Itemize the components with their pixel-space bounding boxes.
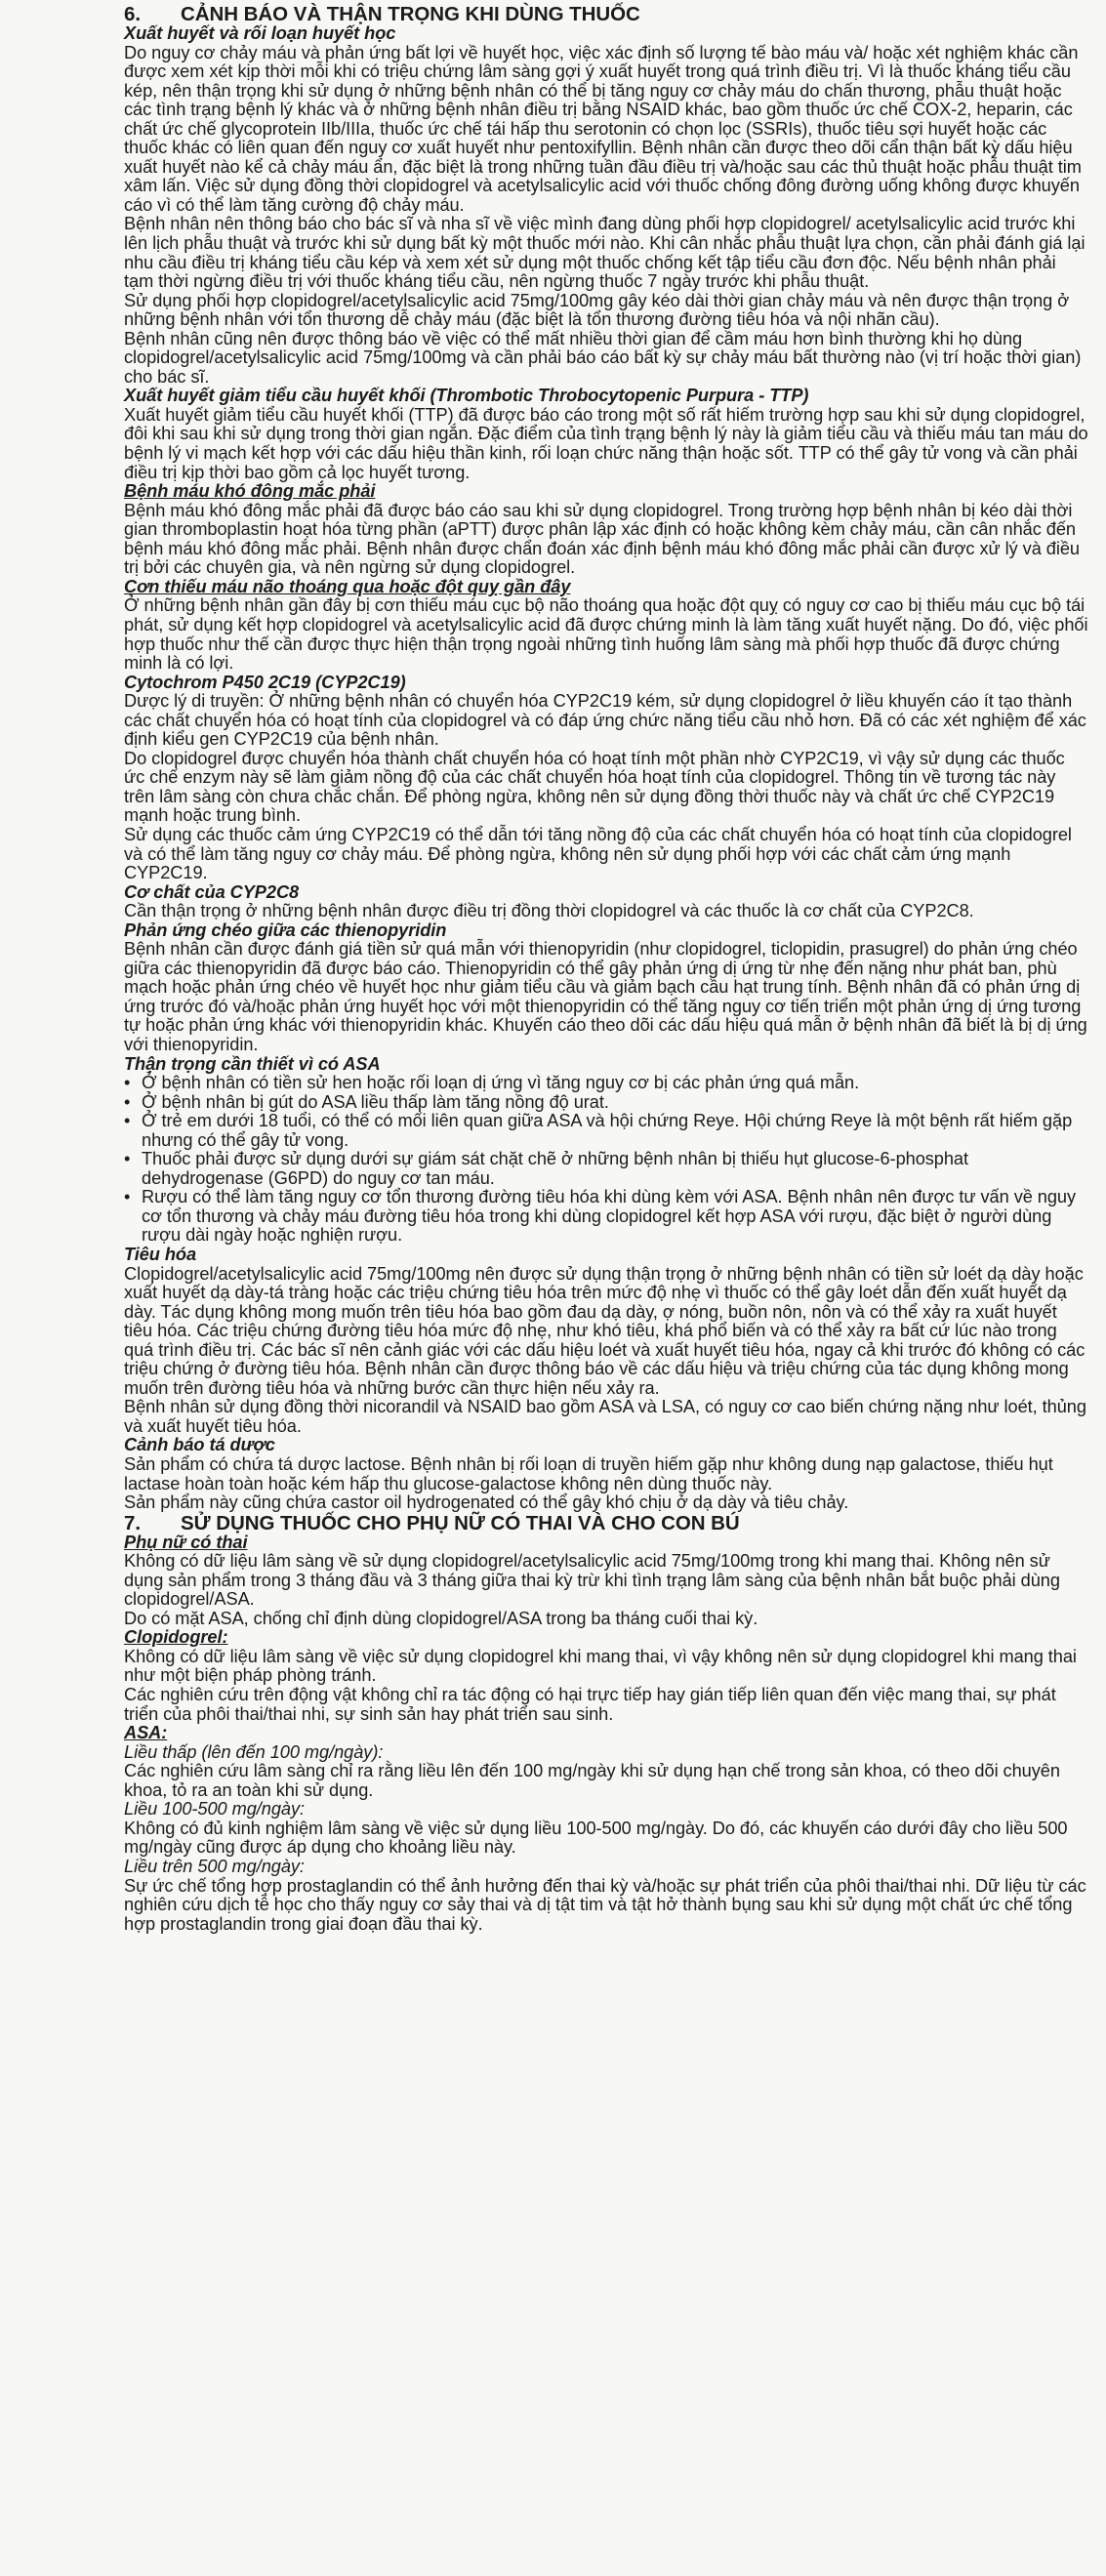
dose-heading-low: Liều thấp (lên đến 100 mg/ngày): (124, 1741, 384, 1762)
list-item: • Rượu có thể làm tăng nguy cơ tổn thương đường tiêu hóa khi dùng kèm với ASA. Bệnh nhân nên được tư vấn về nguy cơ tổn thương và chảy máu đường tiêu hóa trong khi dùng clopidogrel kết hợp ASA với rượu, đặc biệt ở người dùng rượu dài ngày hoặc nghiện rượu. (142, 1188, 1088, 1246)
subheading-cyp2c8: Cơ chất của CYP2C8 (124, 881, 300, 902)
paragraph: Không có dữ liệu lâm sàng về sử dụng clopidogrel/acetylsalicylic acid 75mg/100mg trong khi mang thai. Không nên sử dụng sản phẩm trong 3 tháng đầu và 3 tháng giữa thai kỳ trừ khi tình trạng lâm sàng của bệnh nhân bắt buộc phải dùng clopidogrel/ASA. (124, 1551, 1060, 1610)
paragraph: Dược lý di truyền: Ở những bệnh nhân có chuyển hóa CYP2C19 kém, sử dụng clopidogrel ở liều khuyến cáo ít tạo thành các chất chuyển hóa có hoạt tính của clopidogrel và có đáp ứng chức năng tiểu cầu nhỏ hơn. Đã có các xét nghiệm để xác định kiểu gen CYP2C19 của bệnh nhân. (124, 691, 1086, 750)
section-number: 6. (124, 3, 141, 25)
list-item: • Ở trẻ em dưới 18 tuổi, có thể có mối liên quan giữa ASA và hội chứng Reye. Hội chứng Reye là một bệnh rất hiếm gặp nhưng có thể gây tử vong. (142, 1112, 1088, 1150)
subheading-bleeding: Xuất huyết và rối loạn huyết học (124, 23, 396, 43)
paragraph: Bệnh nhân cũng nên được thông báo về việc có thể mất nhiều thời gian để cầm máu hơn bình thường khi họ dùng clopidogrel/acetylsalicylic acid 75mg/100mg và cần phải báo cáo bất kỳ sự chảy máu bất thường nào (vị trí hoặc thời gian) cho bác sĩ. (124, 328, 1082, 387)
paragraph: Ở những bệnh nhân gần đây bị cơn thiếu máu cục bộ não thoáng qua hoặc đột quỵ có nguy cơ cao bị thiếu máu cục bộ tái phát, sử dụng kết hợp clopidogrel và acetylsalicylic acid đã được chứng minh là làm tăng xuất huyết nặng. Do đó, việc phối hợp thuốc như thế cần được thực hiện thận trọng ngoài những tình huống lâm sàng mà phối hợp thuốc đã được chứng minh là có lợi. (124, 595, 1088, 674)
subheading-asa-precautions: Thận trọng cần thiết vì có ASA (124, 1053, 381, 1074)
paragraph: Sản phẩm này cũng chứa castor oil hydrogenated có thể gây khó chịu ở dạ dày và tiêu chảy. (124, 1492, 849, 1513)
paragraph: Bệnh nhân sử dụng đồng thời nicorandil và NSAID bao gồm ASA và LSA, có nguy cơ cao biến chứng nặng như loét, thủng và xuất huyết tiêu hóa. (124, 1397, 1086, 1436)
paragraph: Xuất huyết giảm tiểu cầu huyết khối (TTP) đã được báo cáo trong một số rất hiếm trường hợp sau khi sử dụng clopidogrel, đôi khi sau khi sử dụng trong thời gian ngắn. Đặc điểm của tình trạng bệnh lý này là giảm tiểu cầu và thiếu máu tan máu do bệnh lý vi mạch kết hợp với các dấu hiệu thần kinh, rối loạn chức năng thận hoặc sốt. TTP có thể gây tử vong và cần phải điều trị kịp thời bao gồm cả lọc huyết tương. (124, 404, 1088, 482)
list-item: • Ở bệnh nhân bị gút do ASA liều thấp làm tăng nồng độ urat. (142, 1093, 1088, 1113)
section-number: 7. (124, 1511, 141, 1534)
paragraph: Bệnh nhân nên thông báo cho bác sĩ và nha sĩ về việc mình đang dùng phối hợp clopidogrel/ acetylsalicylic acid trước khi lên lịch phẫu thuật và trước khi sử dụng bất kỳ một thuốc mới nào. Khi cân nhắc phẫu thuật lựa chọn, cần phải đánh giá lại nhu cầu điều trị kháng tiểu cầu kép và xem xét sử dụng một thuốc chống kết tập tiểu cầu đơn độc. Nếu bệnh nhân phải tạm thời ngừng điều trị với thuốc kháng tiểu cầu, nên ngừng thuốc 7 ngày trước khi phẫu thuật. (124, 214, 1086, 292)
paragraph: Cần thận trọng ở những bệnh nhân được điều trị đồng thời clopidogrel và các thuốc là cơ chất của CYP2C8. (124, 901, 974, 921)
paragraph: Sử dụng phối hợp clopidogrel/acetylsalicylic acid 75mg/100mg gây kéo dài thời gian chảy máu và nên được thận trọng ở những bệnh nhân với tổn thương dễ chảy máu (đặc biệt là tổn thương đường tiêu hóa và nội nhãn cầu). (124, 290, 1070, 330)
list-item: • Ở bệnh nhân có tiền sử hen hoặc rối loạn dị ứng vì tăng nguy cơ bị các phản ứng quá mẫn. (142, 1074, 1088, 1093)
paragraph: Sử dụng các thuốc cảm ứng CYP2C19 có thể dẫn tới tăng nồng độ của các chất chuyển hóa có hoạt tính của clopidogrel và có thể làm tăng nguy cơ chảy máu. Để phòng ngừa, không nên sử dụng phối hợp với các chất cảm ứng mạnh CYP2C19. (124, 824, 1072, 883)
paragraph: Bệnh nhân cần được đánh giá tiền sử quá mẫn với thienopyridin (như clopidogrel, ticlopidin, prasugrel) do phản ứng chéo giữa các thienopyridin đã được báo cáo. Thienopyridin có thể gây phản ứng dị ứng từ nhẹ đến nặng như phát ban, phù mạch hoặc phản ứng chéo về huyết học như giảm tiểu cầu và giảm bạch cầu hạt trung tính. Bệnh nhân đã có phản ứng dị ứng trước đó và/hoặc phản ứng huyết học với một thienopyridin có thể tăng nguy cơ tiến triển một phản ứng dị ứng tương tự hoặc phản ứng khác với thienopyridin khác. Khuyến cáo theo dõi các dấu hiệu quá mẫn ở bệnh nhân đã biết là bị dị ứng với thienopyridin. (124, 939, 1087, 1054)
paragraph: Clopidogrel/acetylsalicylic acid 75mg/100mg nên được sử dụng thận trọng ở những bệnh nhân có tiền sử loét dạ dày hoặc xuất huyết dạ dày-tá tràng hoặc các triệu chứng tiêu hóa trên mức độ nhẹ vì thuốc có thể gây loét dẫn đến xuất huyết dạ dày. Tác dụng không mong muốn trên tiêu hóa bao gồm đau dạ dày, ợ nóng, buồn nôn, nôn và có thể xảy ra xuất huyết tiêu hóa. Các triệu chứng đường tiêu hóa mức độ nhẹ, như khó tiêu, khá phổ biến và có thể xảy ra bất cứ lúc nào trong quá trình điều trị. Các bác sĩ nên cảnh giác với các dấu hiệu loét và xuất huyết tiêu hóa, ngay cả khi trước đó không có các triệu chứng ở đường tiêu hóa. Bệnh nhân cần được thông báo về các dấu hiệu và triệu chứng của tác dụng không mong muốn trên đường tiêu hóa và những bước cần thực hiện nếu xảy ra. (124, 1263, 1086, 1398)
paragraph: Không có đủ kinh nghiệm lâm sàng về việc sử dụng liều 100-500 mg/ngày. Do đó, các khuyến cáo dưới đây cho liều 500 mg/ngày cũng được áp dụng cho khoảng liều này. (124, 1818, 1068, 1858)
section-title: CẢNH BÁO VÀ THẬN TRỌNG KHI DÙNG THUỐC (181, 3, 640, 25)
section-7-heading (124, 1513, 1088, 1533)
paragraph: Do clopidogrel được chuyển hóa thành chất chuyển hóa có hoạt tính một phần nhờ CYP2C19, vì vậy sử dụng các thuốc ức chế enzym này sẽ làm giảm nồng độ của các chất chuyển hóa hoạt tính của clopidogrel. Thông tin về tương tác này trên lâm sàng còn chưa chắc chắn. Để phòng ngừa, không nên sử dụng đồng thời thuốc này và chất ức chế CYP2C19 mạnh hoặc trung bình. (124, 748, 1065, 826)
dose-heading-high: Liều trên 500 mg/ngày: (124, 1856, 305, 1876)
subheading-hemophilia: Bệnh máu khó đông mắc phải (124, 481, 376, 502)
subheading-clopidogrel: Clopidogrel: (124, 1627, 228, 1648)
asa-precaution-list (124, 1074, 1088, 1246)
paragraph: Sản phẩm có chứa tá dược lactose. Bệnh nhân bị rối loạn di truyền hiếm gặp như không dung nạp galactose, thiếu hụt lactase hoàn toàn hoặc kém hấp thu glucose-galactose không nên dùng thuốc này. (124, 1454, 1053, 1493)
list-item: • Thuốc phải được sử dụng dưới sự giám sát chặt chẽ ở những bệnh nhân bị thiếu hụt glucose-6-phosphat dehydrogenase (G6PD) do nguy cơ tan máu. (142, 1150, 1088, 1188)
dose-heading-mid: Liều 100-500 mg/ngày: (124, 1799, 305, 1820)
subheading-cyp2c19: Cytochrom P450 2C19 (CYP2C19) (124, 672, 406, 692)
subheading-stroke: Cơn thiếu máu não thoáng qua hoặc đột quỵ gần đây (124, 576, 571, 596)
paragraph: Bệnh máu khó đông mắc phải đã được báo cáo sau khi sử dụng clopidogrel. Trong trường hợp bệnh nhân bị kéo dài thời gian thromboplastin hoạt hóa từng phần (aPTT) được phân lập xác định có hoặc không kèm chảy máu, cần cân nhắc đến bệnh máu khó đông mắc phải. Bệnh nhân được chẩn đoán xác định bệnh máu khó đông mắc phải cần được xử lý và điều trị bởi các chuyên gia, và nên ngừng sử dụng clopidogrel. (124, 500, 1080, 578)
subheading-digestive: Tiêu hóa (124, 1245, 197, 1264)
subheading-cross-reaction: Phản ứng chéo giữa các thienopyridin (124, 920, 447, 940)
section-6-heading (124, 4, 1088, 24)
paragraph: Do nguy cơ chảy máu và phản ứng bất lợi về huyết học, việc xác định số lượng tế bào máu và/ hoặc xét nghiệm khác cần được xem xét kịp thời mỗi khi có triệu chứng lâm sàng gợi ý xuất huyết trong quá trình điều trị. Vì là thuốc kháng tiểu cầu kép, nên thận trọng khi sử dụng ở những bệnh nhân có thể bị tăng nguy cơ chảy máu do chấn thương, phẫu thuật hoặc các tình trạng bệnh lý khác và ở những bệnh nhân điều trị bằng NSAID khác, bao gồm thuốc ức chế COX-2, heparin, các chất ức chế glycoprotein IIb/IIIa, thuốc ức chế tái hấp thu serotonin có chọn lọc (SSRIs), thuốc tiêu sợi huyết hoặc các thuốc khác có liên quan đến nguy cơ xuất huyết như pentoxifyllin. Bệnh nhân cần được theo dõi cẩn thận bất kỳ dấu hiệu xuất huyết nào kể cả chảy máu ẩn, đặc biệt là trong những tuần đầu điều trị và/hoặc sau các thủ thuật hoặc phẫu thuật tim xâm lấn. Việc sử dụng đồng thời clopidogrel và acetylsalicylic acid với thuốc chống đông đường uống không được khuyến cáo vì có thể làm tăng cường độ chảy máu. (124, 42, 1082, 215)
subheading-pregnancy: Phụ nữ có thai (124, 1532, 248, 1552)
paragraph: Sự ức chế tổng hợp prostaglandin có thể ảnh hưởng đến thai kỳ và/hoặc sự phát triển của phôi thai/thai nhi. Dữ liệu từ các nghiên cứu dịch tễ học cho thấy nguy cơ sảy thai và dị tật tim và tật hở thành bụng sau khi sử dụng một chất ức chế tổng hợp prostaglandin trong giai đoạn đầu thai kỳ. (124, 1875, 1086, 1934)
paragraph: Do có mặt ASA, chống chỉ định dùng clopidogrel/ASA trong ba tháng cuối thai kỳ. (124, 1608, 758, 1628)
paragraph: Các nghiên cứu lâm sàng chỉ ra rằng liều lên đến 100 mg/ngày khi sử dụng hạn chế trong sản khoa, có theo dõi chuyên khoa, tỏ ra an toàn khi sử dụng. (124, 1761, 1060, 1800)
subheading-excipients: Cảnh báo tá dược (124, 1435, 275, 1455)
subheading-ttp: Xuất huyết giảm tiểu cầu huyết khối (Thrombotic Throbocytopenic Purpura - TTP) (124, 386, 809, 406)
paragraph: Không có dữ liệu lâm sàng về việc sử dụng clopidogrel khi mang thai, vì vậy không nên sử dụng clopidogrel khi mang thai như một biện pháp phòng tránh. (124, 1646, 1077, 1686)
section-title: SỬ DỤNG THUỐC CHO PHỤ NỮ CÓ THAI VÀ CHO CON BÚ (181, 1511, 740, 1534)
paragraph: Các nghiên cứu trên động vật không chỉ ra tác động có hại trực tiếp hay gián tiếp liên quan đến việc mang thai, sự phát triển của phôi thai/thai nhi, sự sinh sản hay phát triển sau sinh. (124, 1685, 1056, 1724)
subheading-asa: ASA: (124, 1723, 168, 1743)
